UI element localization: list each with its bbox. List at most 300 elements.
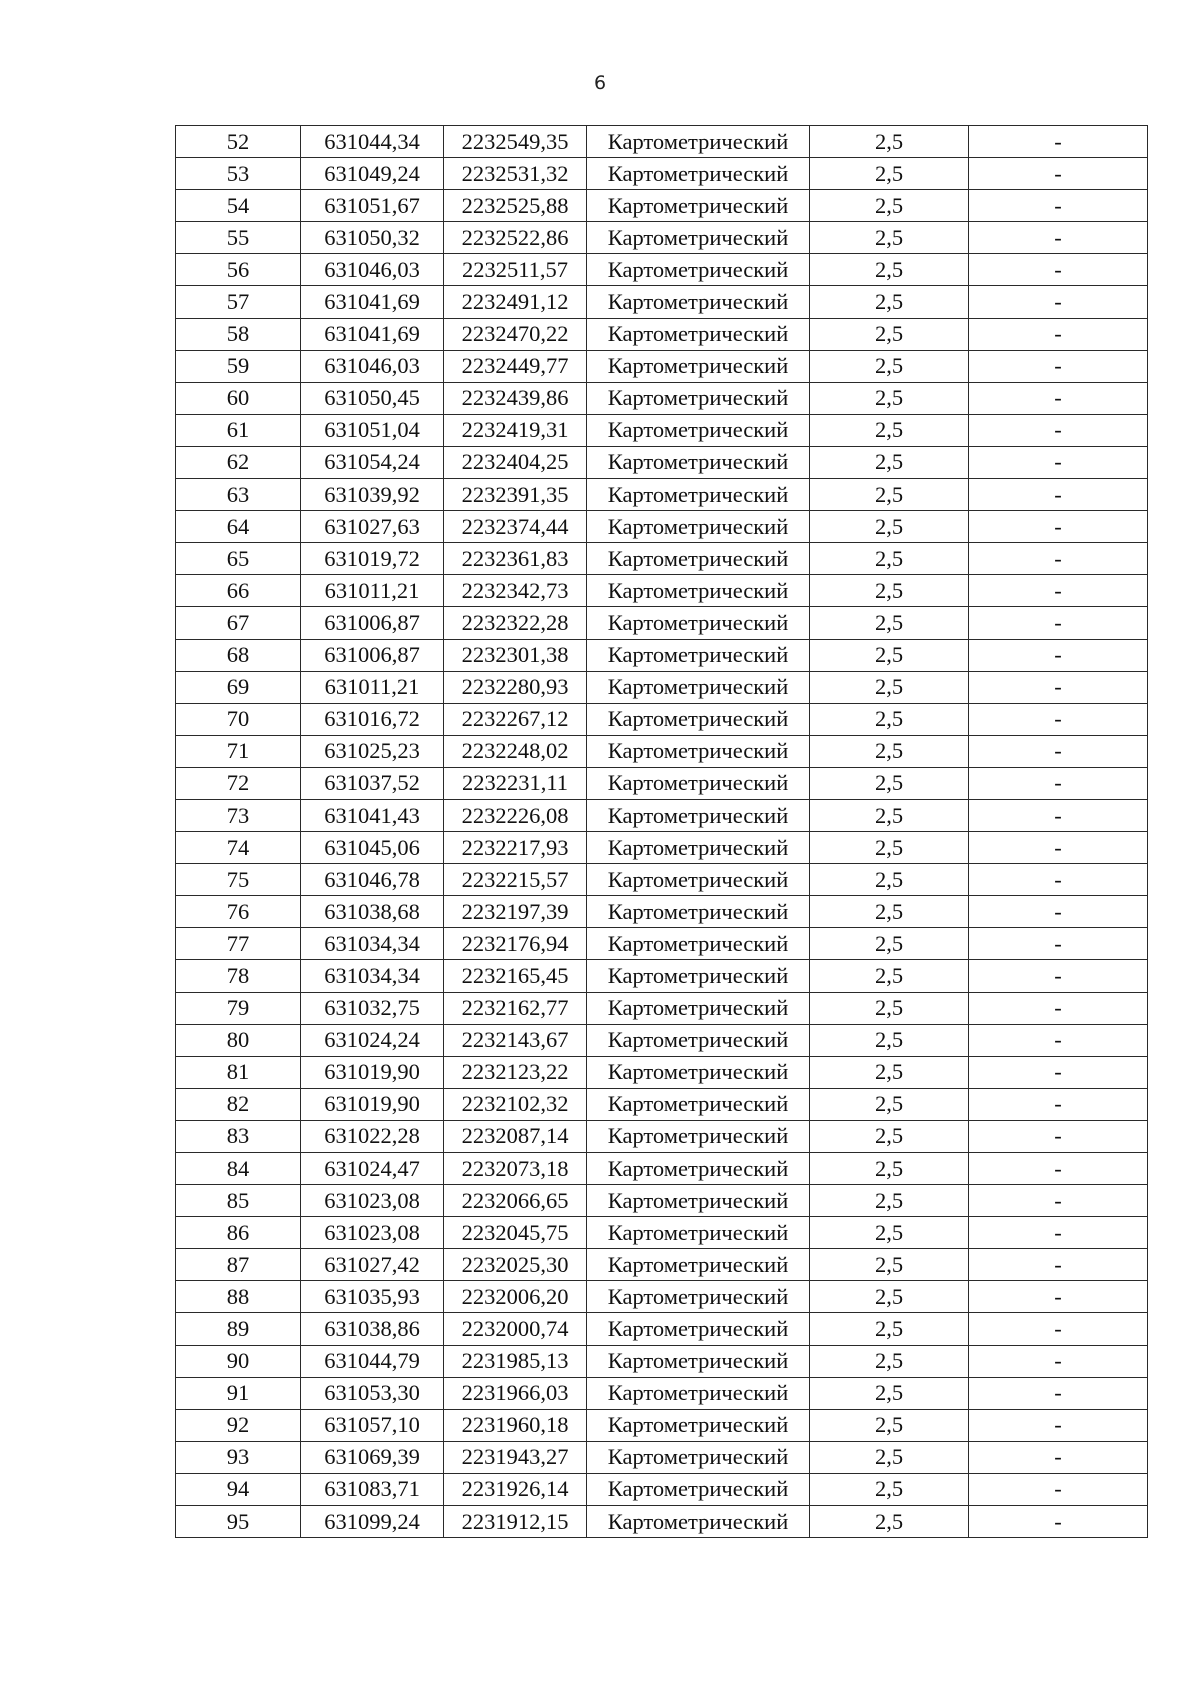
table-row [176,318,1148,350]
x-coordinate-cell: 631024,24 [301,1024,444,1056]
accuracy-cell: 2,5 [810,318,969,350]
table-row [176,671,1148,703]
table-row [176,1185,1148,1217]
point-number-cell: 63 [176,479,301,511]
note-cell: - [969,1024,1148,1056]
y-coordinate-cell: 2231960,18 [444,1409,587,1441]
point-number-cell: 56 [176,254,301,286]
method-cell: Картометрический [587,1377,810,1409]
method-cell: Картометрический [587,1409,810,1441]
note-cell: - [969,896,1148,928]
x-coordinate-cell: 631049,24 [301,158,444,190]
accuracy-cell: 2,5 [810,1088,969,1120]
accuracy-cell: 2,5 [810,222,969,254]
point-number-cell: 78 [176,960,301,992]
table-row [176,1024,1148,1056]
accuracy-cell: 2,5 [810,382,969,414]
y-coordinate-cell: 2232522,86 [444,222,587,254]
x-coordinate-cell: 631046,03 [301,350,444,382]
method-cell: Картометрический [587,1153,810,1185]
table-row [176,1313,1148,1345]
note-cell: - [969,1377,1148,1409]
point-number-cell: 79 [176,992,301,1024]
y-coordinate-cell: 2231966,03 [444,1377,587,1409]
accuracy-cell: 2,5 [810,703,969,735]
table-row [176,126,1148,158]
table-row [176,254,1148,286]
table-row [176,607,1148,639]
accuracy-cell: 2,5 [810,992,969,1024]
note-cell: - [969,960,1148,992]
y-coordinate-cell: 2232102,32 [444,1088,587,1120]
note-cell: - [969,607,1148,639]
note-cell: - [969,1506,1148,1538]
method-cell: Картометрический [587,190,810,222]
method-cell: Картометрический [587,254,810,286]
table-row [176,1217,1148,1249]
table-row [176,190,1148,222]
point-number-cell: 57 [176,286,301,318]
accuracy-cell: 2,5 [810,190,969,222]
x-coordinate-cell: 631044,34 [301,126,444,158]
y-coordinate-cell: 2232123,22 [444,1056,587,1088]
note-cell: - [969,1056,1148,1088]
y-coordinate-cell: 2232066,65 [444,1185,587,1217]
y-coordinate-cell: 2232419,31 [444,414,587,446]
note-cell: - [969,1441,1148,1473]
method-cell: Картометрический [587,864,810,896]
y-coordinate-cell: 2232226,08 [444,799,587,831]
accuracy-cell: 2,5 [810,1120,969,1152]
y-coordinate-cell: 2232439,86 [444,382,587,414]
method-cell: Картометрический [587,1313,810,1345]
x-coordinate-cell: 631022,28 [301,1120,444,1152]
note-cell: - [969,446,1148,478]
method-cell: Картометрический [587,318,810,350]
x-coordinate-cell: 631057,10 [301,1409,444,1441]
point-number-cell: 81 [176,1056,301,1088]
x-coordinate-cell: 631053,30 [301,1377,444,1409]
point-number-cell: 84 [176,1153,301,1185]
method-cell: Картометрический [587,1473,810,1505]
point-number-cell: 66 [176,575,301,607]
table-row [176,703,1148,735]
accuracy-cell: 2,5 [810,543,969,575]
x-coordinate-cell: 631044,79 [301,1345,444,1377]
accuracy-cell: 2,5 [810,1409,969,1441]
note-cell: - [969,1185,1148,1217]
method-cell: Картометрический [587,1281,810,1313]
point-number-cell: 90 [176,1345,301,1377]
y-coordinate-cell: 2232511,57 [444,254,587,286]
table-row [176,799,1148,831]
y-coordinate-cell: 2232391,35 [444,479,587,511]
note-cell: - [969,735,1148,767]
x-coordinate-cell: 631019,90 [301,1088,444,1120]
accuracy-cell: 2,5 [810,1024,969,1056]
y-coordinate-cell: 2232322,28 [444,607,587,639]
table-row [176,1409,1148,1441]
note-cell: - [969,190,1148,222]
method-cell: Картометрический [587,575,810,607]
point-number-cell: 54 [176,190,301,222]
x-coordinate-cell: 631083,71 [301,1473,444,1505]
method-cell: Картометрический [587,511,810,543]
accuracy-cell: 2,5 [810,864,969,896]
method-cell: Картометрический [587,1120,810,1152]
x-coordinate-cell: 631023,08 [301,1185,444,1217]
x-coordinate-cell: 631051,67 [301,190,444,222]
point-number-cell: 75 [176,864,301,896]
point-number-cell: 64 [176,511,301,543]
x-coordinate-cell: 631011,21 [301,671,444,703]
note-cell: - [969,1473,1148,1505]
point-number-cell: 52 [176,126,301,158]
method-cell: Картометрический [587,992,810,1024]
note-cell: - [969,318,1148,350]
table-row [176,1056,1148,1088]
table-row [176,1249,1148,1281]
y-coordinate-cell: 2232143,67 [444,1024,587,1056]
y-coordinate-cell: 2232176,94 [444,928,587,960]
accuracy-cell: 2,5 [810,767,969,799]
note-cell: - [969,1120,1148,1152]
note-cell: - [969,992,1148,1024]
point-number-cell: 94 [176,1473,301,1505]
point-number-cell: 60 [176,382,301,414]
accuracy-cell: 2,5 [810,1056,969,1088]
point-number-cell: 87 [176,1249,301,1281]
table-row [176,511,1148,543]
note-cell: - [969,543,1148,575]
table-row [176,1281,1148,1313]
point-number-cell: 92 [176,1409,301,1441]
point-number-cell: 88 [176,1281,301,1313]
accuracy-cell: 2,5 [810,1185,969,1217]
table-row [176,543,1148,575]
y-coordinate-cell: 2232231,11 [444,767,587,799]
point-number-cell: 67 [176,607,301,639]
method-cell: Картометрический [587,703,810,735]
table-row [176,960,1148,992]
x-coordinate-cell: 631050,45 [301,382,444,414]
table-row [176,1441,1148,1473]
point-number-cell: 69 [176,671,301,703]
accuracy-cell: 2,5 [810,1281,969,1313]
note-cell: - [969,671,1148,703]
x-coordinate-cell: 631027,63 [301,511,444,543]
y-coordinate-cell: 2232470,22 [444,318,587,350]
point-number-cell: 89 [176,1313,301,1345]
table-row [176,1088,1148,1120]
method-cell: Картометрический [587,639,810,671]
y-coordinate-cell: 2231985,13 [444,1345,587,1377]
accuracy-cell: 2,5 [810,799,969,831]
accuracy-cell: 2,5 [810,254,969,286]
y-coordinate-cell: 2232197,39 [444,896,587,928]
y-coordinate-cell: 2232374,44 [444,511,587,543]
x-coordinate-cell: 631034,34 [301,928,444,960]
method-cell: Картометрический [587,767,810,799]
point-number-cell: 72 [176,767,301,799]
note-cell: - [969,1313,1148,1345]
accuracy-cell: 2,5 [810,960,969,992]
y-coordinate-cell: 2232162,77 [444,992,587,1024]
x-coordinate-cell: 631054,24 [301,446,444,478]
accuracy-cell: 2,5 [810,1313,969,1345]
table-row [176,832,1148,864]
x-coordinate-cell: 631045,06 [301,832,444,864]
x-coordinate-cell: 631027,42 [301,1249,444,1281]
accuracy-cell: 2,5 [810,1441,969,1473]
note-cell: - [969,254,1148,286]
y-coordinate-cell: 2232491,12 [444,286,587,318]
x-coordinate-cell: 631019,72 [301,543,444,575]
note-cell: - [969,1281,1148,1313]
point-number-cell: 85 [176,1185,301,1217]
note-cell: - [969,286,1148,318]
note-cell: - [969,350,1148,382]
method-cell: Картометрический [587,222,810,254]
point-number-cell: 70 [176,703,301,735]
x-coordinate-cell: 631050,32 [301,222,444,254]
x-coordinate-cell: 631032,75 [301,992,444,1024]
coordinates-table [175,125,1148,1538]
x-coordinate-cell: 631099,24 [301,1506,444,1538]
y-coordinate-cell: 2232000,74 [444,1313,587,1345]
x-coordinate-cell: 631041,43 [301,799,444,831]
method-cell: Картометрический [587,1249,810,1281]
table-row [176,382,1148,414]
note-cell: - [969,1153,1148,1185]
accuracy-cell: 2,5 [810,1473,969,1505]
point-number-cell: 77 [176,928,301,960]
method-cell: Картометрический [587,1024,810,1056]
accuracy-cell: 2,5 [810,126,969,158]
note-cell: - [969,126,1148,158]
x-coordinate-cell: 631024,47 [301,1153,444,1185]
table-row [176,1377,1148,1409]
point-number-cell: 73 [176,799,301,831]
x-coordinate-cell: 631041,69 [301,318,444,350]
table-row [176,896,1148,928]
method-cell: Картометрический [587,671,810,703]
accuracy-cell: 2,5 [810,832,969,864]
x-coordinate-cell: 631011,21 [301,575,444,607]
x-coordinate-cell: 631038,86 [301,1313,444,1345]
point-number-cell: 68 [176,639,301,671]
x-coordinate-cell: 631039,92 [301,479,444,511]
table-row [176,479,1148,511]
accuracy-cell: 2,5 [810,158,969,190]
x-coordinate-cell: 631035,93 [301,1281,444,1313]
point-number-cell: 76 [176,896,301,928]
table-row [176,767,1148,799]
accuracy-cell: 2,5 [810,928,969,960]
method-cell: Картометрический [587,607,810,639]
point-number-cell: 58 [176,318,301,350]
y-coordinate-cell: 2232087,14 [444,1120,587,1152]
point-number-cell: 91 [176,1377,301,1409]
y-coordinate-cell: 2232549,35 [444,126,587,158]
method-cell: Картометрический [587,1185,810,1217]
x-coordinate-cell: 631037,52 [301,767,444,799]
method-cell: Картометрический [587,158,810,190]
x-coordinate-cell: 631046,03 [301,254,444,286]
note-cell: - [969,382,1148,414]
note-cell: - [969,479,1148,511]
y-coordinate-cell: 2231943,27 [444,1441,587,1473]
method-cell: Картометрический [587,1506,810,1538]
x-coordinate-cell: 631046,78 [301,864,444,896]
method-cell: Картометрический [587,446,810,478]
coordinates-table-body [176,126,1148,1538]
accuracy-cell: 2,5 [810,735,969,767]
accuracy-cell: 2,5 [810,1217,969,1249]
x-coordinate-cell: 631016,72 [301,703,444,735]
accuracy-cell: 2,5 [810,1506,969,1538]
method-cell: Картометрический [587,543,810,575]
note-cell: - [969,703,1148,735]
note-cell: - [969,222,1148,254]
y-coordinate-cell: 2232006,20 [444,1281,587,1313]
method-cell: Картометрический [587,896,810,928]
y-coordinate-cell: 2232342,73 [444,575,587,607]
accuracy-cell: 2,5 [810,1153,969,1185]
accuracy-cell: 2,5 [810,575,969,607]
method-cell: Картометрический [587,382,810,414]
method-cell: Картометрический [587,928,810,960]
point-number-cell: 71 [176,735,301,767]
x-coordinate-cell: 631006,87 [301,607,444,639]
table-row [176,222,1148,254]
y-coordinate-cell: 2232301,38 [444,639,587,671]
accuracy-cell: 2,5 [810,607,969,639]
method-cell: Картометрический [587,735,810,767]
note-cell: - [969,832,1148,864]
page-number: 6 [593,72,607,94]
accuracy-cell: 2,5 [810,286,969,318]
y-coordinate-cell: 2231926,14 [444,1473,587,1505]
point-number-cell: 65 [176,543,301,575]
x-coordinate-cell: 631051,04 [301,414,444,446]
table-row [176,992,1148,1024]
accuracy-cell: 2,5 [810,414,969,446]
note-cell: - [969,799,1148,831]
table-row [176,446,1148,478]
point-number-cell: 80 [176,1024,301,1056]
accuracy-cell: 2,5 [810,446,969,478]
method-cell: Картометрический [587,479,810,511]
method-cell: Картометрический [587,1345,810,1377]
method-cell: Картометрический [587,960,810,992]
x-coordinate-cell: 631006,87 [301,639,444,671]
table-row [176,1153,1148,1185]
method-cell: Картометрический [587,799,810,831]
table-row [176,1120,1148,1152]
accuracy-cell: 2,5 [810,1377,969,1409]
note-cell: - [969,158,1148,190]
x-coordinate-cell: 631023,08 [301,1217,444,1249]
x-coordinate-cell: 631025,23 [301,735,444,767]
note-cell: - [969,928,1148,960]
table-row [176,1345,1148,1377]
y-coordinate-cell: 2232045,75 [444,1217,587,1249]
y-coordinate-cell: 2232025,30 [444,1249,587,1281]
accuracy-cell: 2,5 [810,511,969,543]
point-number-cell: 62 [176,446,301,478]
accuracy-cell: 2,5 [810,896,969,928]
table-row [176,414,1148,446]
point-number-cell: 55 [176,222,301,254]
x-coordinate-cell: 631069,39 [301,1441,444,1473]
table-row [176,735,1148,767]
y-coordinate-cell: 2232449,77 [444,350,587,382]
table-row [176,350,1148,382]
note-cell: - [969,1409,1148,1441]
note-cell: - [969,1088,1148,1120]
note-cell: - [969,767,1148,799]
table-row [176,864,1148,896]
table-row [176,1506,1148,1538]
table-row [176,928,1148,960]
point-number-cell: 74 [176,832,301,864]
x-coordinate-cell: 631041,69 [301,286,444,318]
accuracy-cell: 2,5 [810,1249,969,1281]
method-cell: Картометрический [587,414,810,446]
note-cell: - [969,1249,1148,1281]
point-number-cell: 61 [176,414,301,446]
point-number-cell: 82 [176,1088,301,1120]
method-cell: Картометрический [587,126,810,158]
y-coordinate-cell: 2232361,83 [444,543,587,575]
point-number-cell: 95 [176,1506,301,1538]
note-cell: - [969,1345,1148,1377]
y-coordinate-cell: 2232267,12 [444,703,587,735]
y-coordinate-cell: 2232531,32 [444,158,587,190]
x-coordinate-cell: 631019,90 [301,1056,444,1088]
y-coordinate-cell: 2232073,18 [444,1153,587,1185]
accuracy-cell: 2,5 [810,639,969,671]
point-number-cell: 53 [176,158,301,190]
accuracy-cell: 2,5 [810,479,969,511]
table-row [176,1473,1148,1505]
y-coordinate-cell: 2232215,57 [444,864,587,896]
y-coordinate-cell: 2232404,25 [444,446,587,478]
method-cell: Картометрический [587,1056,810,1088]
y-coordinate-cell: 2232280,93 [444,671,587,703]
table-row [176,575,1148,607]
x-coordinate-cell: 631034,34 [301,960,444,992]
accuracy-cell: 2,5 [810,671,969,703]
y-coordinate-cell: 2232248,02 [444,735,587,767]
note-cell: - [969,575,1148,607]
method-cell: Картометрический [587,832,810,864]
point-number-cell: 86 [176,1217,301,1249]
table-row [176,158,1148,190]
method-cell: Картометрический [587,286,810,318]
method-cell: Картометрический [587,1441,810,1473]
y-coordinate-cell: 2232525,88 [444,190,587,222]
table-row [176,639,1148,671]
y-coordinate-cell: 2232165,45 [444,960,587,992]
y-coordinate-cell: 2232217,93 [444,832,587,864]
table-row [176,286,1148,318]
method-cell: Картометрический [587,350,810,382]
note-cell: - [969,511,1148,543]
method-cell: Картометрический [587,1217,810,1249]
x-coordinate-cell: 631038,68 [301,896,444,928]
